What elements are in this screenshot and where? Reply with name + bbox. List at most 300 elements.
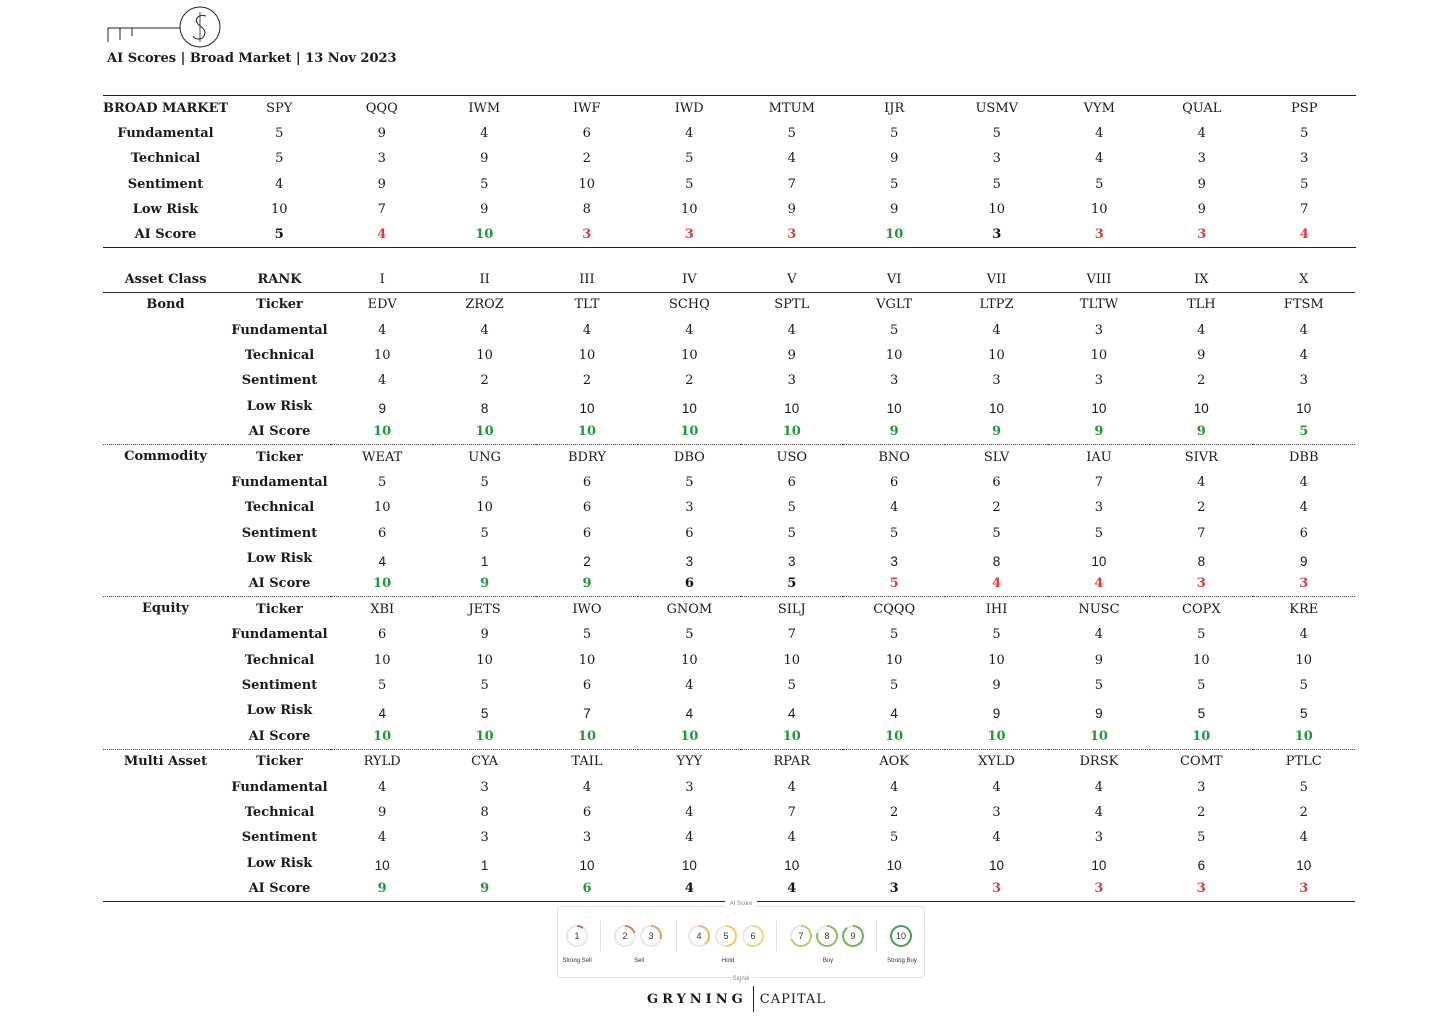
asset-class-label: Multi Asset bbox=[123, 753, 208, 769]
ticker-cell: KRE bbox=[1289, 602, 1319, 618]
row-label: Sentiment bbox=[241, 830, 318, 846]
footer-brand bbox=[647, 986, 826, 1012]
group-row bbox=[103, 724, 1355, 749]
score-cell: 10 bbox=[536, 419, 638, 444]
score-cell: 5 bbox=[1197, 627, 1206, 643]
score-cell: 3 bbox=[685, 779, 694, 795]
score-cell: 10 bbox=[476, 652, 493, 668]
broad-market-header-row bbox=[103, 96, 1356, 121]
score-cell: 4 bbox=[890, 705, 898, 721]
row-label: Sentiment bbox=[241, 525, 318, 541]
empty-cell bbox=[103, 673, 228, 698]
score-cell: 3 bbox=[890, 553, 898, 569]
broad-ticker: IWM bbox=[433, 96, 536, 121]
group-row bbox=[103, 521, 1355, 546]
empty-cell bbox=[103, 546, 228, 571]
group-row bbox=[103, 774, 1355, 799]
ticker-cell: DBO bbox=[673, 449, 705, 465]
score-cell: 5 bbox=[1300, 125, 1309, 141]
score-cell: 5 bbox=[1299, 678, 1308, 694]
score-cell: 10 bbox=[374, 858, 390, 874]
score-cell: 9 bbox=[433, 876, 535, 901]
score-cell: 10 bbox=[578, 347, 596, 363]
score-cell: 9 bbox=[1048, 419, 1150, 444]
ticker-cell: IHI bbox=[985, 602, 1008, 618]
group-row bbox=[103, 368, 1355, 393]
score-cell: 10 bbox=[681, 858, 697, 874]
score-cell: 10 bbox=[741, 724, 843, 749]
score-cell: 10 bbox=[1091, 858, 1107, 874]
score-cell: 5 bbox=[1094, 678, 1104, 694]
ticker-cell: SPTL bbox=[774, 297, 810, 313]
empty-cell bbox=[103, 368, 228, 393]
rank-numeral: V bbox=[741, 268, 843, 292]
score-cell: 7 bbox=[377, 201, 386, 217]
row-label: Technical bbox=[244, 805, 315, 820]
ticker-cell: SILJ bbox=[777, 602, 806, 618]
score-cell: 5 bbox=[1197, 705, 1206, 721]
score-cell: 5 bbox=[275, 151, 284, 167]
score-cell: 5 bbox=[890, 322, 899, 338]
score-cell: 3 bbox=[1094, 322, 1104, 338]
page-title: AI Scores | Broad Market | 13 Nov 2023 bbox=[107, 51, 397, 66]
score-cell: 10 bbox=[988, 652, 1005, 668]
score-gauge-value: 6 bbox=[744, 927, 762, 945]
broad-row bbox=[103, 121, 1356, 146]
score-cell: 6 bbox=[787, 474, 796, 490]
score-cell: 4 bbox=[1197, 322, 1206, 338]
broad-row bbox=[103, 146, 1356, 171]
score-cell: 2 bbox=[1197, 805, 1206, 820]
broad-ticker: PSP bbox=[1253, 96, 1356, 121]
score-cell: 10 bbox=[681, 401, 697, 417]
row-label: Technical bbox=[244, 500, 315, 516]
signal-label: Buy bbox=[822, 958, 834, 964]
empty-cell bbox=[103, 521, 228, 546]
score-cell: 10 bbox=[373, 500, 391, 516]
broad-ticker: IJR bbox=[843, 96, 946, 121]
broad-ticker: SPY bbox=[228, 96, 331, 121]
score-cell: 5 bbox=[992, 176, 1001, 192]
ticker-cell: LTPZ bbox=[979, 297, 1014, 313]
ticker-cell: PTLC bbox=[1285, 754, 1322, 770]
score-cell: 4 bbox=[890, 500, 899, 516]
score-cell: 4 bbox=[378, 373, 387, 389]
score-cell: 3 bbox=[1094, 373, 1104, 389]
score-cell: 10 bbox=[1296, 858, 1312, 874]
ai-score-legend bbox=[557, 901, 925, 982]
group-row bbox=[103, 800, 1355, 825]
group-row bbox=[103, 851, 1355, 876]
score-cell: 5 bbox=[685, 474, 694, 490]
score-cell: 6 bbox=[582, 805, 592, 820]
score-cell: 4 bbox=[685, 678, 694, 694]
score-cell: 4 bbox=[685, 705, 694, 721]
empty-cell bbox=[103, 317, 228, 342]
score-cell: 10 bbox=[1048, 724, 1150, 749]
score-cell: 4 bbox=[1048, 571, 1150, 596]
ticker-cell: TAIL bbox=[571, 754, 603, 770]
empty-cell bbox=[103, 851, 228, 876]
ticker-label: Ticker bbox=[256, 449, 303, 465]
ticker-cell: CQQQ bbox=[873, 602, 916, 618]
ticker-cell: UNG bbox=[468, 449, 501, 465]
group-row bbox=[103, 546, 1355, 571]
ticker-cell: EDV bbox=[367, 297, 397, 313]
score-cell: 7 bbox=[1197, 525, 1206, 541]
score-cell: 9 bbox=[536, 571, 638, 596]
score-cell: 9 bbox=[1197, 201, 1206, 217]
ticker-cell: NUSC bbox=[1078, 602, 1120, 618]
ticker-cell: AOK bbox=[879, 754, 910, 770]
score-cell: 10 bbox=[681, 652, 698, 668]
score-cell: 4 bbox=[788, 705, 796, 721]
ticker-cell: BNO bbox=[878, 449, 910, 465]
score-cell: 9 bbox=[378, 805, 387, 820]
score-cell: 3 bbox=[992, 151, 1001, 167]
score-cell: 9 bbox=[890, 201, 899, 217]
score-cell: 4 bbox=[378, 322, 387, 338]
score-cell: 9 bbox=[480, 627, 489, 643]
score-cell: 4 bbox=[992, 779, 1001, 795]
score-cell: 3 bbox=[992, 373, 1001, 389]
row-label: Sentiment bbox=[241, 678, 318, 694]
score-cell: 4 bbox=[1299, 474, 1308, 490]
score-cell: 3 bbox=[582, 830, 592, 846]
score-cell: 10 bbox=[989, 858, 1005, 874]
score-gauge-value: 9 bbox=[844, 927, 862, 945]
score-gauge-value: 2 bbox=[616, 927, 634, 945]
broad-ticker: QUAL bbox=[1151, 96, 1254, 121]
score-cell: 4 bbox=[685, 125, 694, 141]
score-cell: 2 bbox=[992, 500, 1001, 516]
score-cell: 4 bbox=[1299, 627, 1308, 643]
group-row bbox=[103, 673, 1355, 698]
score-cell: 5 bbox=[890, 525, 899, 541]
row-label: Low Risk bbox=[132, 201, 199, 217]
score-cell: 9 bbox=[1150, 419, 1252, 444]
score-cell: 4 bbox=[331, 222, 434, 247]
score-cell: 9 bbox=[787, 201, 796, 217]
score-cell: 8 bbox=[582, 201, 591, 217]
score-cell: 6 bbox=[536, 876, 638, 901]
score-cell: 3 bbox=[480, 830, 489, 846]
row-label: Fundamental bbox=[117, 125, 214, 141]
broad-row bbox=[103, 171, 1356, 196]
score-cell: 10 bbox=[476, 500, 493, 516]
score-cell: 5 bbox=[787, 678, 796, 694]
score-cell: 3 bbox=[377, 151, 386, 167]
empty-cell bbox=[103, 876, 228, 901]
score-cell: 4 bbox=[378, 830, 387, 846]
score-cell: 3 bbox=[1150, 571, 1252, 596]
score-cell: 9 bbox=[787, 347, 796, 363]
row-label: Low Risk bbox=[246, 398, 313, 414]
signal-label: Sell bbox=[633, 958, 645, 964]
score-cell: 3 bbox=[1197, 779, 1206, 795]
asset-class-header: Asset Class bbox=[103, 268, 228, 292]
score-cell: 6 bbox=[1299, 525, 1308, 541]
ticker-cell: ZROZ bbox=[465, 297, 504, 313]
score-cell: 4 bbox=[741, 876, 843, 901]
ticker-label: Ticker bbox=[256, 602, 303, 618]
ticker-cell: JETS bbox=[468, 602, 501, 618]
rank-numeral: VII bbox=[945, 268, 1047, 292]
score-cell: 9 bbox=[433, 571, 535, 596]
score-cell: 5 bbox=[890, 176, 899, 192]
broad-ticker: VYM bbox=[1048, 96, 1151, 121]
score-cell: 2 bbox=[480, 373, 489, 389]
broad-row bbox=[103, 222, 1356, 247]
score-cell: 10 bbox=[373, 347, 391, 363]
ticker-cell: FTSM bbox=[1283, 297, 1324, 313]
rank-numeral: III bbox=[536, 268, 638, 292]
score-cell: 5 bbox=[992, 125, 1001, 141]
rank-numeral: VI bbox=[843, 268, 945, 292]
score-cell: 5 bbox=[685, 627, 694, 643]
score-cell: 10 bbox=[579, 401, 595, 417]
score-cell: 3 bbox=[1150, 876, 1252, 901]
score-cell: 4 bbox=[1299, 347, 1308, 363]
score-cell: 10 bbox=[1150, 724, 1252, 749]
brand-divider bbox=[753, 986, 754, 1012]
score-cell: 8 bbox=[992, 553, 1001, 569]
broad-ticker: IWD bbox=[638, 96, 741, 121]
signal-label: Strong Buy bbox=[887, 958, 917, 964]
score-cell: 4 bbox=[890, 779, 899, 795]
score-cell: 9 bbox=[1095, 705, 1103, 721]
score-cell: 4 bbox=[787, 779, 796, 795]
score-cell: 6 bbox=[1197, 858, 1206, 874]
score-cell: 3 bbox=[787, 373, 796, 389]
score-cell: 3 bbox=[1094, 500, 1104, 516]
ticker-row bbox=[103, 444, 1355, 469]
ticker-cell: BDRY bbox=[568, 449, 606, 465]
score-cell: 10 bbox=[578, 176, 596, 192]
rank-numeral: IX bbox=[1150, 268, 1252, 292]
score-cell: 4 bbox=[378, 705, 386, 721]
ticker-label: Ticker bbox=[256, 754, 303, 770]
legend-title: AI Score bbox=[725, 901, 756, 907]
score-cell: 10 bbox=[741, 419, 843, 444]
score-cell: 4 bbox=[582, 322, 592, 338]
empty-cell bbox=[103, 800, 228, 825]
score-cell: 10 bbox=[638, 419, 740, 444]
score-cell: 10 bbox=[638, 724, 740, 749]
score-cell: 5 bbox=[480, 525, 489, 541]
rank-numeral: II bbox=[433, 268, 535, 292]
gryning-logo bbox=[106, 6, 226, 48]
score-cell: 5 bbox=[992, 525, 1001, 541]
score-cell: 10 bbox=[331, 571, 433, 596]
score-cell: 10 bbox=[1091, 553, 1107, 569]
group-row bbox=[103, 876, 1355, 901]
ticker-cell: RPAR bbox=[773, 754, 811, 770]
empty-cell bbox=[103, 825, 228, 850]
score-cell: 4 bbox=[787, 830, 796, 846]
score-cell: 5 bbox=[1300, 705, 1308, 721]
empty-cell bbox=[103, 495, 228, 520]
score-cell: 5 bbox=[685, 151, 694, 167]
score-cell: 3 bbox=[1299, 373, 1308, 389]
rank-header-row bbox=[103, 268, 1355, 292]
ticker-cell: DRSK bbox=[1079, 754, 1119, 770]
score-cell: 10 bbox=[578, 652, 596, 668]
score-cell: 4 bbox=[787, 322, 796, 338]
score-cell: 10 bbox=[988, 201, 1006, 217]
score-cell: 4 bbox=[1094, 627, 1104, 643]
score-cell: 2 bbox=[1197, 500, 1206, 516]
score-cell: 7 bbox=[787, 805, 796, 820]
score-cell: 4 bbox=[378, 553, 386, 569]
group-row bbox=[103, 622, 1355, 647]
ticker-cell: USO bbox=[776, 449, 808, 465]
score-cell: 5 bbox=[890, 678, 899, 694]
score-gauge-value: 8 bbox=[818, 927, 836, 945]
score-cell: 4 bbox=[787, 151, 796, 167]
score-cell: 10 bbox=[988, 347, 1005, 363]
score-gauge-value: 10 bbox=[892, 927, 910, 945]
score-gauge-value: 3 bbox=[642, 927, 660, 945]
empty-cell bbox=[103, 774, 228, 799]
row-label: Technical bbox=[130, 151, 201, 167]
score-cell: 6 bbox=[890, 474, 899, 490]
score-cell: 10 bbox=[843, 724, 945, 749]
score-cell: 3 bbox=[480, 779, 489, 795]
score-cell: 5 bbox=[1197, 830, 1206, 846]
score-cell: 5 bbox=[890, 627, 899, 643]
score-cell: 10 bbox=[885, 652, 903, 668]
score-gauge-value: 1 bbox=[568, 927, 586, 945]
group-row bbox=[103, 825, 1355, 850]
score-cell: 3 bbox=[992, 805, 1001, 820]
score-cell: 10 bbox=[1193, 401, 1209, 417]
rank-header: RANK bbox=[228, 268, 331, 292]
score-cell: 3 bbox=[536, 222, 639, 247]
score-cell: 6 bbox=[378, 627, 387, 643]
score-cell: 3 bbox=[890, 373, 899, 389]
score-cell: 10 bbox=[331, 724, 433, 749]
score-cell: 9 bbox=[945, 419, 1047, 444]
score-cell: 4 bbox=[1299, 500, 1308, 516]
score-cell: 4 bbox=[480, 125, 489, 141]
score-cell: 3 bbox=[741, 222, 844, 247]
ticker-cell: XBI bbox=[370, 602, 395, 618]
score-cell: 10 bbox=[945, 724, 1047, 749]
score-cell: 10 bbox=[536, 724, 638, 749]
score-gauge-value: 4 bbox=[690, 927, 708, 945]
score-cell: 4 bbox=[1299, 830, 1308, 846]
row-label: Fundamental bbox=[231, 322, 328, 338]
score-cell: 4 bbox=[945, 571, 1047, 596]
score-cell: 9 bbox=[1094, 652, 1104, 668]
score-cell: 4 bbox=[685, 322, 694, 338]
score-cell: 8 bbox=[480, 401, 489, 417]
score-cell: 3 bbox=[1253, 571, 1355, 596]
empty-cell bbox=[103, 343, 228, 368]
row-label: Sentiment bbox=[127, 176, 204, 192]
score-cell: 2 bbox=[1197, 373, 1206, 389]
row-label: Technical bbox=[244, 347, 315, 363]
asset-class-label: Equity bbox=[142, 601, 189, 617]
score-cell: 5 bbox=[480, 474, 489, 490]
score-gauge-2 bbox=[614, 925, 636, 947]
score-cell: 2 bbox=[685, 373, 694, 389]
broad-market-label: BROAD MARKET bbox=[103, 96, 228, 121]
score-cell: 4 bbox=[685, 805, 694, 820]
score-cell: 7 bbox=[787, 627, 796, 643]
score-cell: 5 bbox=[582, 627, 592, 643]
score-cell: 4 bbox=[275, 176, 284, 192]
score-cell: 4 bbox=[1094, 805, 1104, 820]
score-cell: 1 bbox=[480, 553, 489, 569]
score-cell: 4 bbox=[685, 830, 694, 846]
score-cell: 6 bbox=[992, 474, 1001, 490]
score-gauge-3 bbox=[640, 925, 662, 947]
empty-cell bbox=[103, 470, 228, 495]
score-gauge-8 bbox=[816, 925, 838, 947]
score-cell: 3 bbox=[685, 553, 694, 569]
score-cell: 10 bbox=[433, 419, 535, 444]
score-cell: 9 bbox=[1300, 553, 1308, 569]
broad-ticker: MTUM bbox=[741, 96, 844, 121]
ticker-cell: YYY bbox=[676, 754, 703, 770]
score-cell: 2 bbox=[890, 805, 899, 820]
asset-class-label: Commodity bbox=[124, 448, 207, 464]
empty-cell bbox=[103, 698, 228, 723]
score-cell: 4 bbox=[582, 779, 592, 795]
score-gauge-7 bbox=[790, 925, 812, 947]
score-cell: 10 bbox=[680, 201, 698, 217]
score-cell: 10 bbox=[1090, 201, 1108, 217]
score-cell: 10 bbox=[843, 222, 946, 247]
score-cell: 9 bbox=[992, 678, 1001, 694]
score-cell: 10 bbox=[885, 347, 903, 363]
score-gauge-6 bbox=[742, 925, 764, 947]
score-cell: 10 bbox=[886, 401, 902, 417]
ticker-cell: TLTW bbox=[1079, 297, 1119, 313]
score-gauge-value: 5 bbox=[717, 927, 735, 945]
score-cell: 5 bbox=[685, 176, 694, 192]
score-cell: 6 bbox=[378, 525, 387, 541]
rank-numeral: VIII bbox=[1048, 268, 1150, 292]
score-cell: 6 bbox=[582, 525, 592, 541]
ticker-cell: SCHQ bbox=[668, 297, 710, 313]
score-cell: 3 bbox=[1300, 151, 1309, 167]
group-row bbox=[103, 647, 1355, 672]
ticker-label: Ticker bbox=[256, 297, 303, 313]
score-cell: 10 bbox=[476, 347, 493, 363]
score-cell: 4 bbox=[1197, 125, 1206, 141]
ticker-cell: IAU bbox=[1086, 449, 1112, 465]
score-cell: 2 bbox=[582, 373, 592, 389]
score-cell: 3 bbox=[946, 222, 1049, 247]
ticker-cell: IWO bbox=[572, 602, 602, 618]
rank-numeral: X bbox=[1253, 268, 1355, 292]
score-cell: 2 bbox=[583, 553, 591, 569]
score-gauge-value: 7 bbox=[792, 927, 810, 945]
score-cell: 6 bbox=[685, 525, 694, 541]
score-cell: 5 bbox=[843, 571, 945, 596]
legend-separator bbox=[776, 921, 777, 951]
score-cell: 4 bbox=[992, 830, 1001, 846]
row-label: AI Score bbox=[228, 571, 331, 596]
score-cell: 5 bbox=[378, 474, 387, 490]
score-cell: 7 bbox=[787, 176, 796, 192]
score-cell: 10 bbox=[270, 201, 288, 217]
ticker-row bbox=[103, 749, 1355, 774]
legend-separator bbox=[600, 921, 601, 951]
